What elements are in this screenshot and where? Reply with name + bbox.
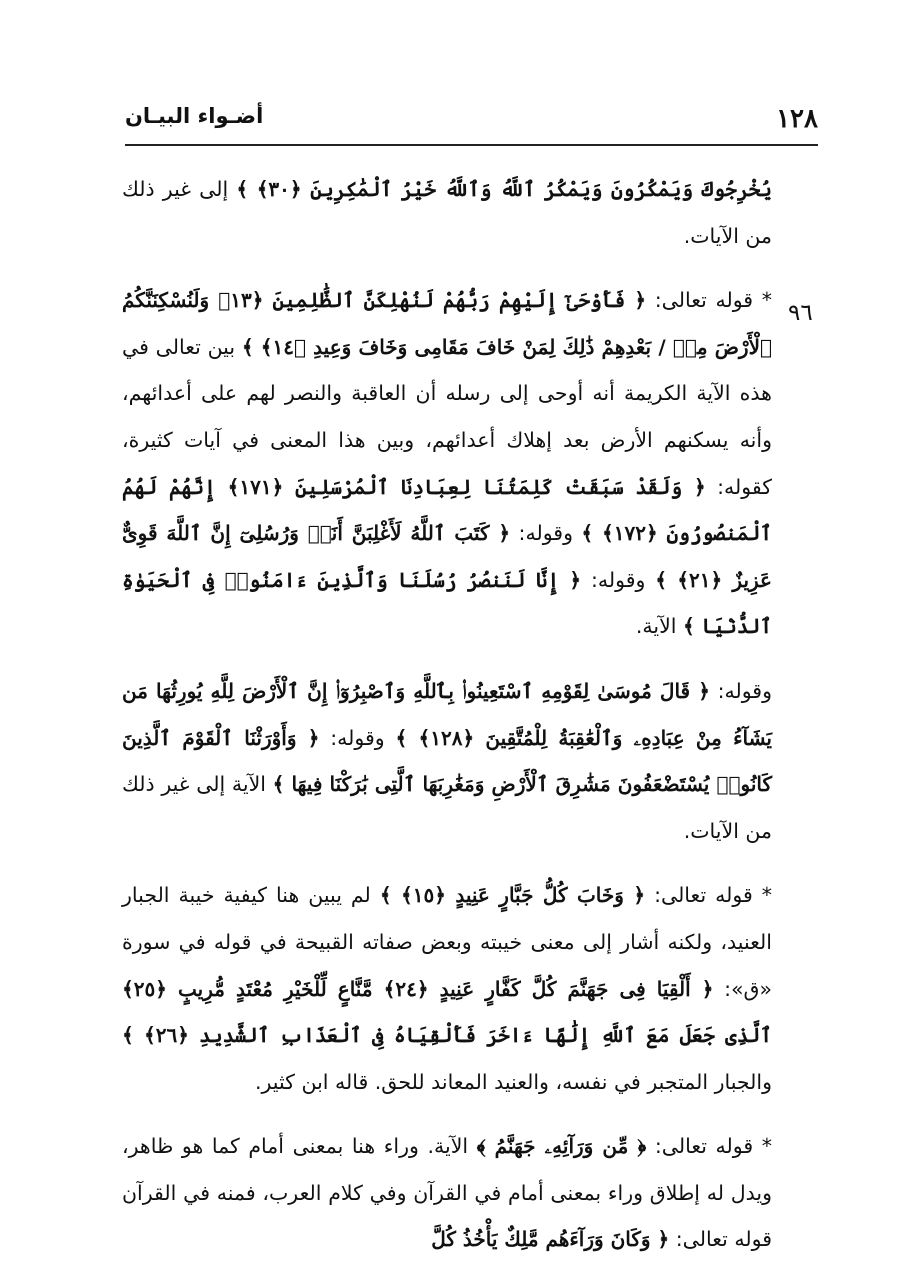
commentary-text: وقوله: [319,725,396,750]
quran-verse: ﴿ وَخَابَ كُلُّ جَبَّارٍ عَنِيدٍ ﴿١٥﴾ ﴾ [379,883,646,908]
quran-verse: ﴿ كَتَبَ ٱللَّهُ لَأَغْلِبَنَّ أَنَا۠ وَرُسُلِىٓ إِنَّ ٱللَّهَ قَوِىٌّ عَزِيزٌ ﴿٢١﴾ ﴾ [122,521,772,592]
page-number: ١٢٨ [776,104,818,134]
commentary-text: لم يبين هنا كيفية خيبة الجبار العنيد، ولكنه أشار إلى معنى خيبته وبعض صفاته القبيحة في قوله في سورة «ق»: [122,883,772,1001]
running-title: أضـواء البيـان [125,104,264,128]
commentary-text: * قوله تعالى: [646,1134,772,1159]
page-header [125,100,818,146]
commentary-text: * قوله تعالى: [646,288,772,313]
quran-verse: يُخْرِجُوكَ وَيَمْكُرُونَ وَيَمْكُرُ ٱللَّهُ وَٱللَّهُ خَيْرُ ٱلْمَٰكِرِينَ ﴿٣٠﴾ ﴾ [236,177,772,201]
quran-verse: ﴿ وَلَقَدْ سَبَقَتْ كَلِمَتُنَا لِعِبَادِنَا ٱلْمُرْسَلِينَ ﴿١٧١﴾ إِنَّهُمْ لَهُمُ ٱلْمَنصُورُونَ ﴿١٧٢﴾ ﴾ [122,474,773,546]
quran-verse: ﴿ قَالَ مُوسَىٰ لِقَوْمِهِ ٱسْتَعِينُوا۟ بِٱللَّهِ وَٱصْبِرُوٓا۟ إِنَّ ٱلْأَرْضَ لِلَّهِ يُورِثُهَا مَن يَشَآءُ مِنْ عِبَادِهِۦ وَٱلْعَٰقِبَةُ لِلْمُتَّقِينَ ﴿١٢٨﴾ ﴾ [122,678,772,750]
page-body [122,166,772,1281]
commentary-text: بين تعالى في هذه الآية الكريمة أنه أوحى إلى رسله أن العاقبة والنصر لهم على أعدائهم، وأنه يسكنهم الأرض بعد إهلاك أعدائهم، وبين هذا المعنى في آيات كثيرة، كقوله: [122,334,772,499]
paragraph [122,668,772,854]
quran-verse: ﴿ إِنَّا لَنَنصُرُ رُسُلَنَا وَٱلَّذِينَ ءَامَنُوا۟ فِى ٱلْحَيَوٰةِ ٱلدُّنْيَا ﴾ [122,567,772,639]
commentary-text: وقوله: [709,678,773,703]
quran-verse: ﴿ وَكَانَ وَرَآءَهُم مَّلِكٌ يَأْخُذُ كُلَّ [431,1227,670,1252]
quran-verse: ﴿ فَأَوْحَىٰٓ إِلَيْهِمْ رَبُّهُمْ لَنُهْلِكَنَّ ٱلظَّٰلِمِينَ ﴿١٣﴾ وَلَنُسْكِنَنَّكُمُ ٱلْأَرْضَ مِنۢ / بَعْدِهِمْ ذَٰلِكَ لِمَنْ خَافَ مَقَامِى وَخَافَ وَعِيدِ ﴿١٤﴾ ﴾ [122,288,772,359]
quran-verse: ﴿ مِّن وَرَآئِهِۦ جَهَنَّمُ ﴾ [476,1134,647,1159]
paragraph [122,166,772,259]
margin-note: ٩٦ [788,300,813,326]
commentary-text: الآية. وراء هنا بمعنى أمام كما هو ظاهر، ويدل له إطلاق وراء بمعنى أمام في القرآن وفي كلام العرب، فمنه في القرآن قوله تعالى: [122,1134,772,1252]
paragraph [122,277,772,650]
commentary-text: وقوله: [510,521,582,546]
commentary-text: الآية إلى غير ذلك من الآيات. [122,772,772,843]
commentary-text: * قوله تعالى: [645,883,773,908]
commentary-text: والجبار المتجبر في نفسه، والعنيد المعاند للحق. قاله ابن كثير. [254,1069,772,1094]
quran-verse: ﴿ أَلْقِيَا فِى جَهَنَّمَ كُلَّ كَفَّارٍ عَنِيدٍ ﴿٢٤﴾ مَّنَّاعٍ لِّلْخَيْرِ مُعْتَدٍ مُّرِيبٍ ﴿٢٥﴾ ٱلَّذِى جَعَلَ مَعَ ٱللَّهِ إِلَٰهًا ءَاخَرَ فَأَلْقِيَاهُ فِى ٱلْعَذَابِ ٱلشَّدِيدِ ﴿٢٦﴾ ﴾ [122,976,772,1048]
quran-verse: ﴿ وَأَوْرَثْنَا ٱلْقَوْمَ ٱلَّذِينَ كَانُوا۟ يُسْتَضْعَفُونَ مَشَٰرِقَ ٱلْأَرْضِ وَمَغَٰرِبَهَا ٱلَّتِى بَٰرَكْنَا فِيهَا ﴾ [122,725,773,797]
commentary-text: الآية. [635,614,683,639]
commentary-text: إلى غير ذلك من الآيات. [122,177,772,248]
paragraph [122,1123,772,1263]
paragraph [122,872,772,1105]
commentary-text: وقوله: [581,567,656,592]
